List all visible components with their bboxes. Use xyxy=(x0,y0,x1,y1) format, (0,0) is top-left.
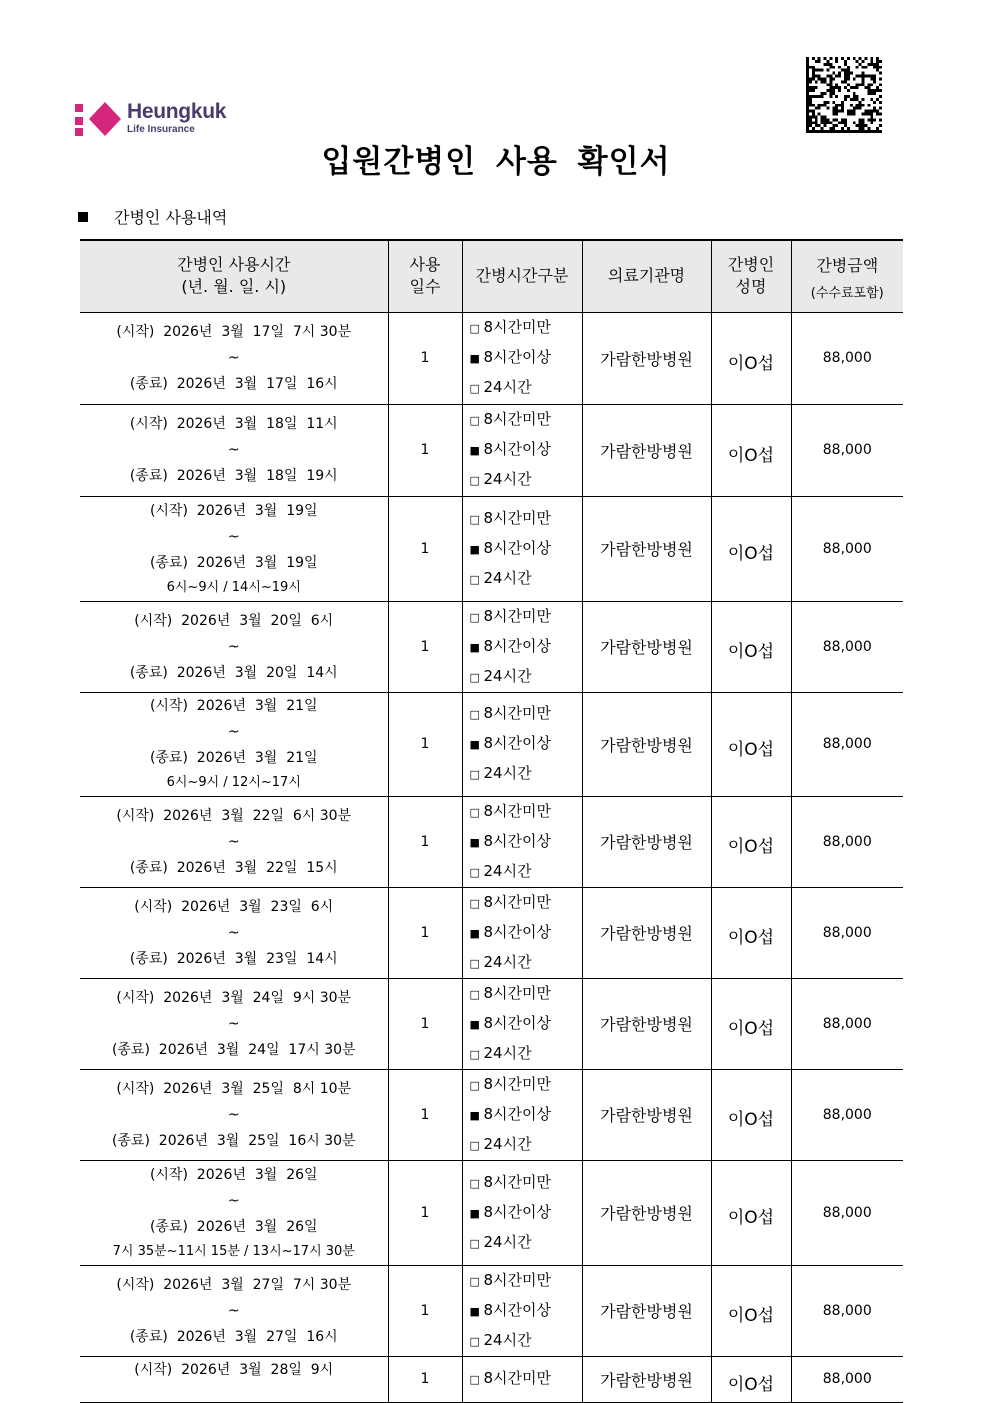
table-row xyxy=(80,1265,903,1356)
time-type-option xyxy=(470,948,582,978)
period-line: 6시~9시 / 12시~17시 xyxy=(166,775,301,790)
caregiver-name-cell: 이O섭 xyxy=(711,692,791,796)
time-type-option xyxy=(470,979,582,1009)
section-label: 간병인 사용내역 xyxy=(114,208,228,227)
period-line: (종료) 2026년 3월 23일 14시 xyxy=(129,950,338,967)
period-line: (시작) 2026년 3월 19일 xyxy=(149,502,318,519)
caregiver-name-cell: 이O섭 xyxy=(711,796,791,887)
time-type-option xyxy=(470,1009,582,1039)
period-cell xyxy=(80,1356,388,1402)
time-type-option xyxy=(470,1198,582,1228)
period-line: (종료) 2026년 3월 26일 xyxy=(149,1218,318,1235)
company-logo xyxy=(75,100,245,140)
amount-cell: 88,000 xyxy=(791,978,903,1069)
caregiver-name-cell: 이O섭 xyxy=(711,1356,791,1402)
page-title: 입원간병인 사용 확인서 xyxy=(321,144,671,180)
period-line: ~ xyxy=(227,724,240,740)
amount-cell: 88,000 xyxy=(791,496,903,601)
table-header-row xyxy=(80,240,903,312)
empty-box-icon: □ xyxy=(469,1334,480,1348)
time-type-label: 8시간이상 xyxy=(483,1202,552,1221)
empty-box-icon: □ xyxy=(469,1373,480,1386)
time-type-option xyxy=(470,729,582,759)
time-type-option xyxy=(470,1168,582,1198)
table-row xyxy=(80,796,903,887)
empty-box-icon: □ xyxy=(469,1078,480,1092)
days-cell: 1 xyxy=(388,496,462,601)
period-line: (종료) 2026년 3월 24일 17시 30분 xyxy=(111,1041,356,1058)
empty-box-icon: □ xyxy=(469,670,480,684)
time-type-label: 8시간이상 xyxy=(483,1013,552,1032)
empty-box-icon: □ xyxy=(469,865,480,879)
time-type-label: 24시간 xyxy=(483,666,532,685)
empty-box-icon: □ xyxy=(469,1176,480,1190)
time-type-label: 8시간미만 xyxy=(483,801,552,820)
period-line: ~ xyxy=(227,1192,240,1209)
period-cell xyxy=(80,312,388,404)
amount-cell: 88,000 xyxy=(791,1265,903,1356)
section-heading xyxy=(78,207,227,229)
institution-cell: 가람한방병원 xyxy=(582,796,711,887)
time-type-option xyxy=(470,405,582,435)
checked-box-icon: ■ xyxy=(469,1206,480,1220)
empty-box-icon: □ xyxy=(469,382,480,395)
time-type-option xyxy=(470,373,582,403)
days-cell: 1 xyxy=(388,887,462,978)
time-type-label: 24시간 xyxy=(483,568,532,587)
empty-box-icon: □ xyxy=(469,512,480,526)
header-amount: 간병금액 (수수료포함) xyxy=(791,240,903,312)
empty-box-icon: □ xyxy=(469,987,480,1001)
logo-name: Heungkuk xyxy=(127,100,227,123)
empty-box-icon: □ xyxy=(469,572,480,586)
time-type-cell xyxy=(462,1069,582,1160)
time-type-label: 24시간 xyxy=(483,952,532,971)
time-type-option xyxy=(470,797,582,827)
time-type-option xyxy=(470,564,582,594)
empty-box-icon: □ xyxy=(469,322,480,335)
logo-subtitle: Life Insurance xyxy=(127,124,195,135)
time-type-label: 8시간이상 xyxy=(483,348,552,366)
period-line: (시작) 2026년 3월 22일 6시 30분 xyxy=(116,807,352,824)
institution-cell: 가람한방병원 xyxy=(582,692,711,796)
empty-box-icon: □ xyxy=(469,768,480,781)
checked-box-icon: ■ xyxy=(469,542,480,556)
institution-cell: 가람한방병원 xyxy=(582,887,711,978)
time-type-label: 24시간 xyxy=(483,1043,532,1062)
time-type-option xyxy=(470,1266,582,1296)
days-cell: 1 xyxy=(388,1160,462,1265)
empty-box-icon: □ xyxy=(469,896,480,910)
time-type-option xyxy=(470,918,582,948)
period-cell xyxy=(80,1265,388,1356)
caregiver-name-cell: 이O섭 xyxy=(711,887,791,978)
qr-code-icon xyxy=(805,57,883,133)
caregiver-name-cell: 이O섭 xyxy=(711,601,791,692)
empty-box-icon: □ xyxy=(469,1138,480,1152)
table-row xyxy=(80,978,903,1069)
period-line: (종료) 2026년 3월 20일 14시 xyxy=(129,664,338,681)
time-type-option xyxy=(470,857,582,887)
days-cell: 1 xyxy=(388,692,462,796)
amount-cell: 88,000 xyxy=(791,312,903,404)
days-cell: 1 xyxy=(388,601,462,692)
period-line: (시작) 2026년 3월 20일 6시 xyxy=(134,612,334,629)
header-caregiver-name: 간병인 성명 xyxy=(711,240,791,312)
square-bullet-icon xyxy=(78,212,88,222)
time-type-cell xyxy=(462,1160,582,1265)
time-type-option xyxy=(470,1070,582,1100)
checked-box-icon: ■ xyxy=(469,1304,480,1318)
checked-box-icon: ■ xyxy=(469,444,480,457)
time-type-cell xyxy=(462,404,582,496)
period-line: (시작) 2026년 3월 17일 7시 30분 xyxy=(116,324,352,340)
caregiver-name-cell: 이O섭 xyxy=(711,1265,791,1356)
period-line: ~ xyxy=(227,1302,240,1319)
period-line: (종료) 2026년 3월 22일 15시 xyxy=(129,859,338,876)
time-type-label: 8시간미만 xyxy=(483,704,552,722)
checked-box-icon: ■ xyxy=(469,1108,480,1122)
period-line: (시작) 2026년 3월 23일 6시 xyxy=(134,898,334,915)
time-type-option xyxy=(470,1296,582,1326)
period-cell xyxy=(80,796,388,887)
caregiver-name-cell: 이O섭 xyxy=(711,1160,791,1265)
time-type-label: 24시간 xyxy=(483,861,532,880)
time-type-label: 8시간미만 xyxy=(483,1172,552,1191)
time-type-option xyxy=(470,1100,582,1130)
empty-box-icon: □ xyxy=(469,956,480,970)
logo-diamond-icon xyxy=(75,102,121,136)
time-type-option xyxy=(470,534,582,564)
time-type-label: 24시간 xyxy=(483,1134,532,1153)
time-type-label: 8시간미만 xyxy=(483,318,552,336)
time-type-label: 8시간이상 xyxy=(483,636,552,655)
empty-box-icon: □ xyxy=(469,1274,480,1288)
checked-box-icon: ■ xyxy=(469,640,480,654)
time-type-option xyxy=(470,313,582,343)
period-line: 7시 35분~11시 15분 / 13시~17시 30분 xyxy=(112,1243,355,1259)
time-type-label: 8시간미만 xyxy=(483,892,552,911)
table-row xyxy=(80,601,903,692)
header-institution: 의료기관명 xyxy=(582,240,711,312)
table-row xyxy=(80,887,903,978)
period-line: (종료) 2026년 3월 27일 16시 xyxy=(129,1328,338,1345)
institution-cell: 가람한방병원 xyxy=(582,601,711,692)
time-type-cell xyxy=(462,312,582,404)
amount-cell: 88,000 xyxy=(791,1160,903,1265)
checked-box-icon: ■ xyxy=(469,738,480,751)
empty-box-icon: □ xyxy=(469,414,480,427)
days-cell: 1 xyxy=(388,312,462,404)
time-type-label: 8시간미만 xyxy=(483,410,552,428)
period-line: (종료) 2026년 3월 19일 xyxy=(149,554,318,571)
header-days: 사용 일수 xyxy=(388,240,462,312)
time-type-option xyxy=(470,1326,582,1356)
period-line: 6시~9시 / 14시~19시 xyxy=(166,579,301,595)
table-row xyxy=(80,312,903,404)
time-type-option xyxy=(470,1039,582,1069)
period-line: (종료) 2026년 3월 18일 19시 xyxy=(129,468,338,484)
empty-box-icon: □ xyxy=(469,708,480,721)
time-type-cell xyxy=(462,796,582,887)
caregiver-name-cell: 이O섭 xyxy=(711,496,791,601)
institution-cell: 가람한방병원 xyxy=(582,312,711,404)
table-row xyxy=(80,496,903,601)
caregiver-name-cell: 이O섭 xyxy=(711,978,791,1069)
time-type-cell xyxy=(462,887,582,978)
period-cell xyxy=(80,887,388,978)
time-type-label: 8시간이상 xyxy=(483,440,552,458)
time-type-cell xyxy=(462,601,582,692)
time-type-label: 8시간이상 xyxy=(483,1300,552,1319)
institution-cell: 가람한방병원 xyxy=(582,1069,711,1160)
amount-cell: 88,000 xyxy=(791,1356,903,1402)
time-type-label: 8시간이상 xyxy=(483,1104,552,1123)
empty-box-icon: □ xyxy=(469,610,480,624)
period-line: (시작) 2026년 3월 28일 9시 xyxy=(134,1361,334,1378)
period-line: (시작) 2026년 3월 27일 7시 30분 xyxy=(116,1276,352,1293)
table-row xyxy=(80,692,903,796)
time-type-label: 8시간미만 xyxy=(483,983,552,1002)
time-type-label: 8시간이상 xyxy=(483,734,552,752)
table-row xyxy=(80,404,903,496)
empty-box-icon: □ xyxy=(469,1236,480,1250)
days-cell: 1 xyxy=(388,1069,462,1160)
time-type-option xyxy=(470,699,582,729)
empty-box-icon: □ xyxy=(469,474,480,487)
time-type-option xyxy=(470,465,582,495)
time-type-cell xyxy=(462,496,582,601)
time-type-label: 24시간 xyxy=(483,1232,532,1251)
empty-box-icon: □ xyxy=(469,805,480,819)
time-type-label: 24시간 xyxy=(483,1330,532,1349)
time-type-label: 24시간 xyxy=(483,470,532,488)
days-cell: 1 xyxy=(388,796,462,887)
checked-box-icon: ■ xyxy=(469,835,480,849)
time-type-cell xyxy=(462,692,582,796)
period-line: ~ xyxy=(227,1106,240,1123)
checked-box-icon: ■ xyxy=(469,352,480,365)
time-type-cell xyxy=(462,1265,582,1356)
time-type-option xyxy=(470,343,582,373)
header-type: 간병시간구분 xyxy=(462,240,582,312)
period-line: ~ xyxy=(227,442,240,458)
time-type-label: 8시간이상 xyxy=(483,922,552,941)
period-line: ~ xyxy=(227,924,240,941)
period-line: (시작) 2026년 3월 21일 xyxy=(149,698,318,714)
time-type-label: 8시간미만 xyxy=(483,606,552,625)
period-line: (종료) 2026년 3월 25일 16시 30분 xyxy=(111,1132,356,1149)
period-line: (시작) 2026년 3월 18일 11시 xyxy=(129,416,338,432)
period-line: ~ xyxy=(227,833,240,850)
time-type-option xyxy=(470,1228,582,1258)
period-cell xyxy=(80,978,388,1069)
time-type-option xyxy=(470,632,582,662)
period-cell xyxy=(80,1160,388,1265)
period-cell xyxy=(80,496,388,601)
amount-cell: 88,000 xyxy=(791,796,903,887)
time-type-label: 8시간미만 xyxy=(483,1074,552,1093)
time-type-label: 24시간 xyxy=(483,378,532,396)
period-line: ~ xyxy=(227,638,240,655)
amount-cell: 88,000 xyxy=(791,887,903,978)
days-cell: 1 xyxy=(388,978,462,1069)
institution-cell: 가람한방병원 xyxy=(582,978,711,1069)
time-type-label: 8시간이상 xyxy=(483,538,552,557)
time-type-label: 8시간이상 xyxy=(483,831,552,850)
table-row xyxy=(80,1160,903,1265)
amount-cell: 88,000 xyxy=(791,601,903,692)
institution-cell: 가람한방병원 xyxy=(582,1265,711,1356)
days-cell: 1 xyxy=(388,1265,462,1356)
time-type-option xyxy=(470,602,582,632)
amount-cell: 88,000 xyxy=(791,1069,903,1160)
amount-cell: 88,000 xyxy=(791,404,903,496)
days-cell: 1 xyxy=(388,1356,462,1402)
time-type-option xyxy=(470,435,582,465)
period-line: (시작) 2026년 3월 25일 8시 10분 xyxy=(116,1080,352,1097)
institution-cell: 가람한방병원 xyxy=(582,1160,711,1265)
checked-box-icon: ■ xyxy=(469,1017,480,1031)
caregiver-name-cell: 이O섭 xyxy=(711,1069,791,1160)
period-line: ~ xyxy=(227,528,240,545)
caregiver-usage-table xyxy=(80,239,903,1403)
checked-box-icon: ■ xyxy=(469,926,480,940)
table-row xyxy=(80,1069,903,1160)
time-type-option xyxy=(470,827,582,857)
time-type-option xyxy=(470,888,582,918)
time-type-cell xyxy=(462,1356,582,1402)
institution-cell: 가람한방병원 xyxy=(582,496,711,601)
period-cell xyxy=(80,404,388,496)
time-type-option xyxy=(470,662,582,692)
time-type-label: 8시간미만 xyxy=(483,1270,552,1289)
caregiver-name-cell: 이O섭 xyxy=(711,312,791,404)
institution-cell: 가람한방병원 xyxy=(582,404,711,496)
table-row xyxy=(80,1356,903,1402)
header-period: 간병인 사용시간 (년. 월. 일. 시) xyxy=(80,240,388,312)
period-line: (시작) 2026년 3월 24일 9시 30분 xyxy=(116,989,352,1006)
period-line: (종료) 2026년 3월 21일 xyxy=(149,750,318,766)
institution-cell: 가람한방병원 xyxy=(582,1356,711,1402)
period-line: ~ xyxy=(227,350,240,366)
time-type-option xyxy=(470,759,582,789)
time-type-option xyxy=(470,1364,582,1394)
period-line: ~ xyxy=(227,1015,240,1032)
period-cell xyxy=(80,1069,388,1160)
period-cell xyxy=(80,692,388,796)
period-line: (종료) 2026년 3월 17일 16시 xyxy=(129,376,338,392)
caregiver-name-cell: 이O섭 xyxy=(711,404,791,496)
time-type-cell xyxy=(462,978,582,1069)
time-type-option xyxy=(470,504,582,534)
days-cell: 1 xyxy=(388,404,462,496)
amount-cell: 88,000 xyxy=(791,692,903,796)
time-type-option xyxy=(470,1130,582,1160)
time-type-label: 8시간미만 xyxy=(483,1369,552,1387)
time-type-label: 24시간 xyxy=(483,764,532,782)
period-line: (시작) 2026년 3월 26일 xyxy=(149,1166,318,1183)
time-type-label: 8시간미만 xyxy=(483,508,552,527)
period-cell xyxy=(80,601,388,692)
empty-box-icon: □ xyxy=(469,1047,480,1061)
